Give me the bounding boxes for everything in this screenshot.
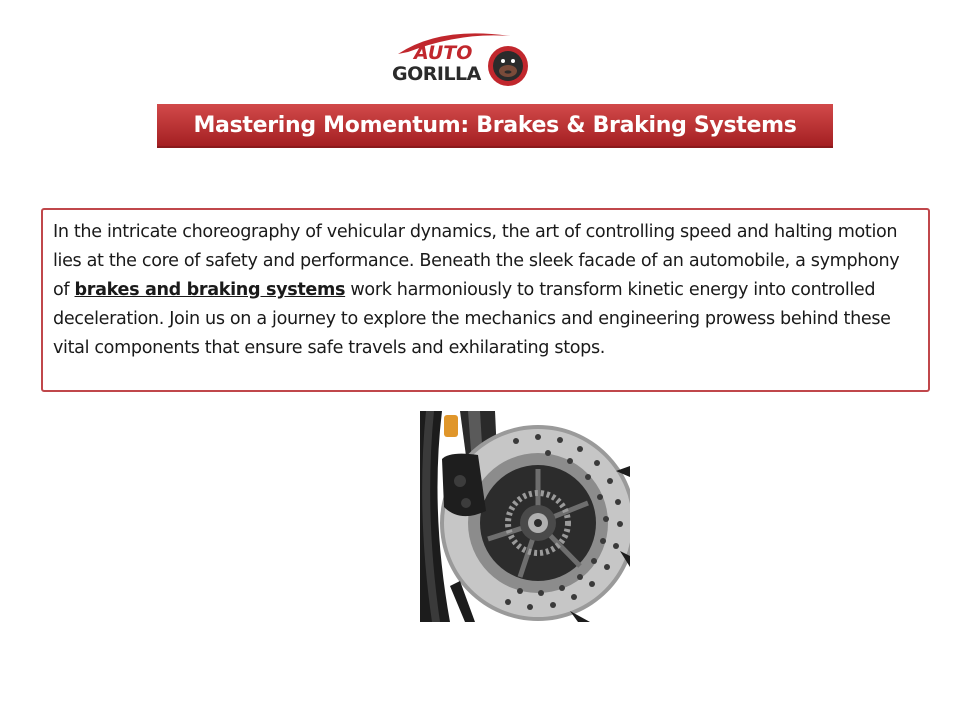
autogorilla-logo[interactable]	[390, 28, 535, 90]
intro-text-after: work harmoniously to transform kinetic energy into controlled deceleration. Join us on a journey to explore the mechanics and engineering prowess behind these vital components that ensure safe travels and exhilarating stops.	[53, 280, 891, 358]
logo-line2: GORILLA	[392, 63, 481, 85]
intro-paragraph	[53, 218, 918, 363]
logo-graphic	[390, 28, 535, 90]
page-title: Mastering Momentum: Brakes & Braking Systems	[193, 112, 797, 138]
title-banner	[157, 104, 833, 148]
brake-disc-illustration	[420, 411, 630, 622]
intro-text-box	[41, 208, 930, 392]
gorilla-face-icon	[488, 46, 528, 86]
logo-line1: AUTO	[414, 42, 473, 64]
intro-text-before: In the intricate choreography of vehicular dynamics, the art of controlling speed and halting motion lies at the core of safety and performance. Beneath the sleek facade of an automobile, a symphony of	[53, 222, 900, 300]
brake-disc-image	[420, 411, 630, 622]
brakes-link[interactable]: brakes and braking systems	[74, 280, 346, 300]
